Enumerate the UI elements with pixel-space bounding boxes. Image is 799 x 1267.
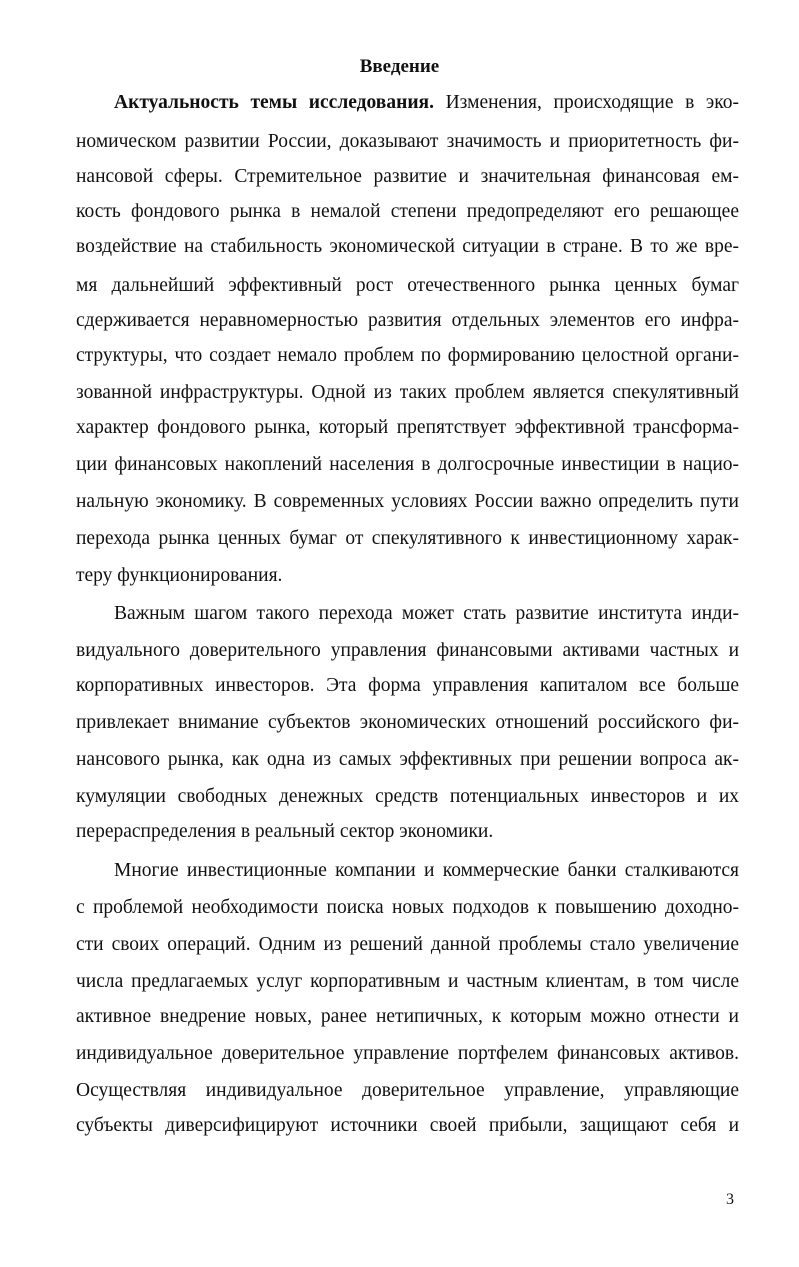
paragraph-line: номическом развитии России, доказывают значимость и приоритетность фи-: [76, 131, 739, 152]
paragraph-line: индивидуальное доверительное управление портфелем финансовых активов.: [76, 1043, 739, 1064]
paragraph-line: Актуальность темы исследования. Изменения, происходящие в эко-: [114, 92, 739, 113]
lead-phrase: Актуальность темы исследования.: [114, 92, 434, 113]
paragraph-line: нансового рынка, как одна из самых эффективных при решении вопроса ак-: [76, 749, 739, 770]
paragraph-line: активное внедрение новых, ранее нетипичных, к которым можно отнести и: [76, 1006, 739, 1027]
paragraph-line: Осуществляя индивидуальное доверительное управление, управляющие: [76, 1080, 739, 1101]
paragraph-line: характер фондового рынка, который препятствует эффективной трансформа-: [76, 417, 739, 438]
paragraph-line: Важным шагом такого перехода может стать развитие института инди-: [114, 603, 739, 624]
paragraph-line: зованной инфраструктуры. Одной из таких проблем является спекулятивный: [76, 382, 739, 403]
paragraph-line: структуры, что создает немало проблем по формированию целостной органи-: [76, 345, 739, 366]
paragraph-line: нальную экономику. В современных условиях России важно определить пути: [76, 491, 739, 512]
paragraph-line: перехода рынка ценных бумаг от спекулятивного к инвестиционному харак-: [76, 528, 739, 549]
paragraph-line: кумуляции свободных денежных средств потенциальных инвесторов и их: [76, 786, 739, 807]
paragraph-line: корпоративных инвесторов. Эта форма управления капиталом все больше: [76, 675, 739, 696]
paragraph-line: сти своих операций. Одним из решений данной проблемы стало увеличение: [76, 934, 739, 955]
paragraph-line: привлекает внимание субъектов экономических отношений российского фи-: [76, 712, 739, 733]
paragraph-line: числа предлагаемых услуг корпоративным и частным клиентам, в том числе: [76, 971, 739, 992]
paragraph-line: Многие инвестиционные компании и коммерческие банки сталкиваются: [114, 860, 739, 881]
paragraph-line: теру функционирования.: [76, 565, 283, 586]
paragraph-line: перераспределения в реальный сектор экономики.: [76, 821, 494, 842]
paragraph-line: видуального доверительного управления финансовыми активами частных и: [76, 640, 739, 661]
paragraph-line: ции финансовых накоплений населения в долгосрочные инвестиции в нацио-: [76, 454, 739, 475]
paragraph-line: мя дальнейший эффективный рост отечественного рынка ценных бумаг: [76, 275, 739, 296]
page-number: 3: [726, 1191, 734, 1208]
section-heading: Введение: [359, 56, 440, 77]
paragraph-line: сдерживается неравномерностью развития отдельных элементов его инфра-: [76, 310, 739, 331]
paragraph-line: нансовой сферы. Стремительное развитие и значительная финансовая ем-: [76, 166, 739, 187]
paragraph-line: субъекты диверсифицируют источники своей прибыли, защищают себя и: [76, 1115, 739, 1136]
paragraph-line: воздействие на стабильность экономической ситуации в стране. В то же вре-: [76, 236, 739, 257]
paragraph-line: с проблемой необходимости поиска новых подходов к повышению доходно-: [76, 897, 739, 918]
paragraph-line: кость фондового рынка в немалой степени предопределяют его решающее: [76, 201, 739, 222]
